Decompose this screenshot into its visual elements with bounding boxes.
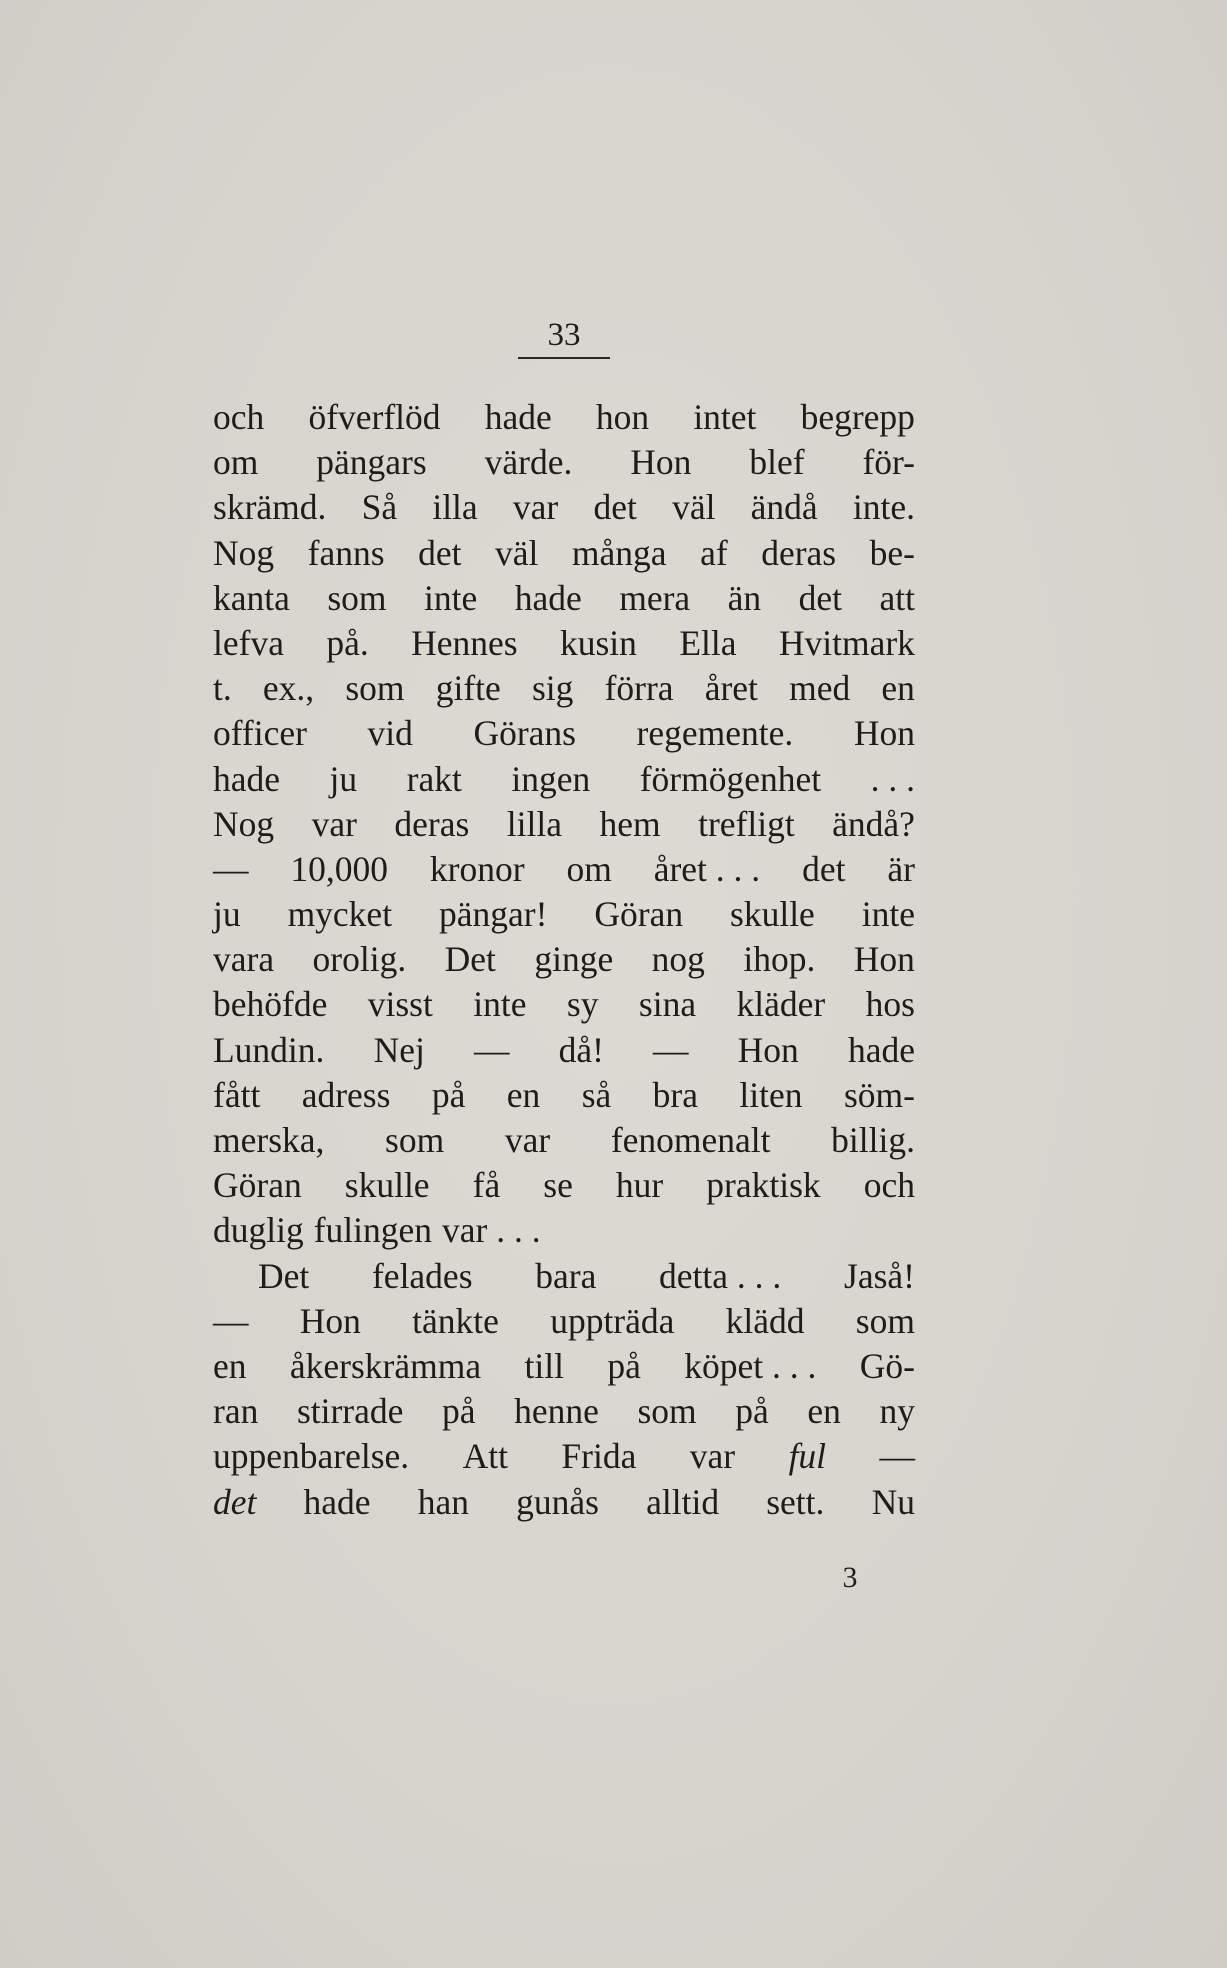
word: Jaså! bbox=[844, 1255, 915, 1296]
word: Så bbox=[361, 487, 398, 528]
word: fanns bbox=[307, 532, 385, 573]
word: kläder bbox=[736, 984, 826, 1025]
word: köpet . . . bbox=[684, 1345, 817, 1386]
word: förmögenhet bbox=[639, 758, 822, 799]
word: var bbox=[689, 1436, 736, 1477]
word: en bbox=[807, 1391, 841, 1432]
word: på bbox=[607, 1345, 641, 1386]
word: hade bbox=[303, 1481, 371, 1522]
word: Göran bbox=[594, 894, 684, 935]
word: — bbox=[213, 848, 249, 889]
word: uppträda bbox=[550, 1300, 675, 1341]
word: Hon bbox=[853, 939, 915, 980]
word: adress bbox=[301, 1074, 391, 1115]
word: Nu bbox=[871, 1481, 915, 1522]
word: det bbox=[213, 1481, 257, 1522]
word: på bbox=[735, 1391, 769, 1432]
word: Gö- bbox=[859, 1345, 915, 1386]
word: Lundin. bbox=[213, 1029, 325, 1070]
word: ihop. bbox=[743, 939, 816, 980]
word: få bbox=[472, 1165, 501, 1206]
word: liten bbox=[739, 1074, 803, 1115]
word: ingen bbox=[511, 758, 591, 799]
word: henne bbox=[514, 1391, 599, 1432]
word: Nej bbox=[373, 1029, 425, 1070]
word: många bbox=[571, 532, 667, 573]
word: behöfde bbox=[213, 984, 328, 1025]
word: året bbox=[704, 668, 758, 709]
word: hem bbox=[599, 803, 661, 844]
word: om bbox=[213, 442, 259, 483]
word: ran bbox=[213, 1391, 259, 1432]
word: . . . bbox=[870, 758, 915, 799]
word: hade bbox=[213, 758, 281, 799]
word: kusin bbox=[559, 622, 637, 663]
word: han bbox=[417, 1481, 469, 1522]
word: som bbox=[855, 1300, 915, 1341]
text-line bbox=[213, 621, 915, 666]
word: då! bbox=[558, 1029, 604, 1070]
word: som bbox=[345, 668, 405, 709]
text-line bbox=[213, 1208, 915, 1253]
word: inte bbox=[424, 577, 478, 618]
word: detta . . . bbox=[659, 1255, 782, 1296]
word: väl bbox=[495, 532, 539, 573]
word: hade bbox=[514, 577, 582, 618]
word: fått bbox=[213, 1074, 261, 1115]
word: Frida bbox=[561, 1436, 637, 1477]
word: var bbox=[512, 487, 559, 528]
word: hade bbox=[484, 397, 552, 437]
word: ginge bbox=[534, 939, 614, 980]
word: bara bbox=[535, 1255, 597, 1296]
text-line bbox=[213, 1163, 915, 1208]
text-line bbox=[213, 847, 915, 892]
text-line bbox=[213, 802, 915, 847]
word: hur bbox=[615, 1165, 664, 1206]
body-text bbox=[213, 395, 915, 1525]
text-line bbox=[213, 666, 915, 711]
word: sett. bbox=[766, 1481, 825, 1522]
word: Det bbox=[444, 939, 496, 980]
word: Ella bbox=[679, 622, 737, 663]
word: blef bbox=[749, 442, 805, 483]
word: trefligt bbox=[698, 803, 795, 844]
text-line bbox=[213, 1028, 915, 1073]
word: fulingen bbox=[313, 1210, 433, 1251]
word: gifte bbox=[435, 668, 501, 709]
word: Nog bbox=[213, 803, 275, 844]
word: skulle bbox=[730, 894, 815, 935]
word: t. bbox=[213, 668, 232, 709]
word: klädd bbox=[725, 1300, 805, 1341]
word: fenomenalt bbox=[610, 1120, 771, 1160]
word: vid bbox=[367, 713, 413, 754]
word: sina bbox=[638, 984, 697, 1025]
word: be- bbox=[869, 532, 915, 573]
word: var . . . bbox=[442, 1210, 541, 1251]
word: pängars bbox=[316, 442, 427, 483]
word: förra bbox=[604, 668, 674, 709]
word: hon bbox=[595, 397, 650, 437]
word: 10,000 bbox=[290, 848, 389, 889]
word: en bbox=[506, 1074, 541, 1115]
word: — bbox=[653, 1029, 689, 1070]
word: skrämd. bbox=[213, 487, 327, 528]
word: lilla bbox=[506, 803, 563, 844]
word: Göran bbox=[213, 1165, 302, 1206]
word: det bbox=[418, 532, 462, 573]
word: som bbox=[327, 577, 387, 618]
text-line bbox=[213, 531, 915, 576]
word: felades bbox=[371, 1255, 473, 1296]
text-line bbox=[213, 1254, 915, 1299]
word: alltid bbox=[646, 1481, 720, 1522]
word: det bbox=[593, 487, 637, 528]
word: begrepp bbox=[800, 397, 915, 437]
word: merska, bbox=[213, 1120, 325, 1160]
word: uppenbarelse. bbox=[213, 1436, 410, 1477]
word: mycket bbox=[287, 894, 393, 935]
word: var bbox=[311, 803, 357, 844]
word: duglig bbox=[213, 1210, 304, 1251]
text-line bbox=[213, 757, 915, 802]
word: Nog bbox=[213, 532, 275, 573]
word: Görans bbox=[473, 713, 576, 754]
word: och bbox=[213, 397, 265, 437]
word: väl bbox=[672, 487, 716, 528]
word: inte bbox=[861, 894, 915, 935]
word: det bbox=[802, 848, 846, 889]
word: var bbox=[504, 1120, 551, 1160]
word: deras bbox=[761, 532, 837, 573]
word: så bbox=[581, 1074, 612, 1115]
word: inte bbox=[473, 984, 527, 1025]
word: på bbox=[431, 1074, 466, 1115]
text-line bbox=[213, 485, 915, 530]
word: än bbox=[727, 577, 762, 618]
word: det bbox=[798, 577, 842, 618]
text-line bbox=[213, 1073, 915, 1118]
word: värde. bbox=[484, 442, 573, 483]
word: kanta bbox=[213, 577, 290, 618]
word: se bbox=[543, 1165, 573, 1206]
page-number: 33 bbox=[518, 315, 610, 359]
word: ful bbox=[788, 1436, 827, 1477]
text-line bbox=[213, 892, 915, 937]
word: på. bbox=[326, 622, 369, 663]
word: söm- bbox=[843, 1074, 915, 1115]
text-line bbox=[213, 937, 915, 982]
word: en bbox=[213, 1345, 247, 1386]
text-line bbox=[213, 711, 915, 756]
word: gunås bbox=[516, 1481, 599, 1522]
word: sy bbox=[566, 984, 599, 1025]
text-line bbox=[213, 1389, 915, 1434]
word: intet bbox=[693, 397, 757, 437]
word: tänkte bbox=[412, 1300, 499, 1341]
word: som bbox=[385, 1120, 445, 1160]
text-line bbox=[213, 395, 915, 440]
word: regemente. bbox=[636, 713, 794, 754]
word: bra bbox=[652, 1074, 699, 1115]
word: Hon bbox=[853, 713, 915, 754]
word: praktisk bbox=[706, 1165, 821, 1206]
word: kronor bbox=[429, 848, 525, 889]
word: ändå? bbox=[832, 803, 915, 844]
word: året . . . bbox=[653, 848, 761, 889]
word: är bbox=[887, 848, 915, 889]
word: Hon bbox=[737, 1029, 799, 1070]
word: Hennes bbox=[411, 622, 518, 663]
word: sig bbox=[531, 668, 574, 709]
signature-mark: 3 bbox=[842, 1561, 858, 1594]
word: skulle bbox=[344, 1165, 430, 1206]
word: rakt bbox=[406, 758, 462, 799]
word: — bbox=[879, 1436, 915, 1477]
word: Hvitmark bbox=[778, 622, 915, 663]
word: en bbox=[881, 668, 915, 709]
text-line bbox=[213, 982, 915, 1027]
text-line bbox=[213, 1299, 915, 1344]
word: om bbox=[566, 848, 612, 889]
word: mera bbox=[619, 577, 691, 618]
word: åkerskrämma bbox=[289, 1345, 482, 1386]
text-line bbox=[213, 1480, 915, 1525]
word: ex., bbox=[262, 668, 315, 709]
word: lefva bbox=[213, 622, 284, 663]
word: för- bbox=[862, 442, 915, 483]
word: — bbox=[473, 1029, 510, 1070]
word: af bbox=[700, 532, 728, 573]
word: officer bbox=[213, 713, 307, 754]
word: hos bbox=[865, 984, 915, 1025]
text-line bbox=[213, 1118, 915, 1163]
word: Att bbox=[462, 1436, 508, 1477]
text-line bbox=[213, 576, 915, 621]
word: att bbox=[879, 577, 915, 618]
word: orolig. bbox=[312, 939, 407, 980]
word: — bbox=[213, 1300, 249, 1341]
word: hade bbox=[847, 1029, 915, 1070]
word: ändå bbox=[750, 487, 818, 528]
word: med bbox=[789, 668, 851, 709]
word: öfverflöd bbox=[308, 397, 441, 437]
word: som bbox=[637, 1391, 697, 1432]
word: nog bbox=[651, 939, 705, 980]
word: visst bbox=[367, 984, 433, 1025]
word: ny bbox=[879, 1391, 915, 1432]
text-line bbox=[213, 1344, 915, 1389]
text-line bbox=[213, 1434, 915, 1479]
word: till bbox=[524, 1345, 564, 1386]
word: vara bbox=[213, 939, 275, 980]
word: och bbox=[863, 1165, 915, 1206]
word: ju bbox=[329, 758, 358, 799]
word: deras bbox=[394, 803, 470, 844]
word: pängar! bbox=[439, 894, 548, 935]
word: stirrade bbox=[296, 1391, 404, 1432]
word: ju bbox=[213, 894, 241, 935]
word: Det bbox=[258, 1255, 310, 1296]
word: Hon bbox=[299, 1300, 361, 1341]
word: inte. bbox=[852, 487, 915, 528]
text-line bbox=[213, 440, 915, 485]
word: på bbox=[441, 1391, 476, 1432]
word: illa bbox=[432, 487, 478, 528]
word: Hon bbox=[630, 442, 692, 483]
word: billig. bbox=[831, 1120, 915, 1160]
